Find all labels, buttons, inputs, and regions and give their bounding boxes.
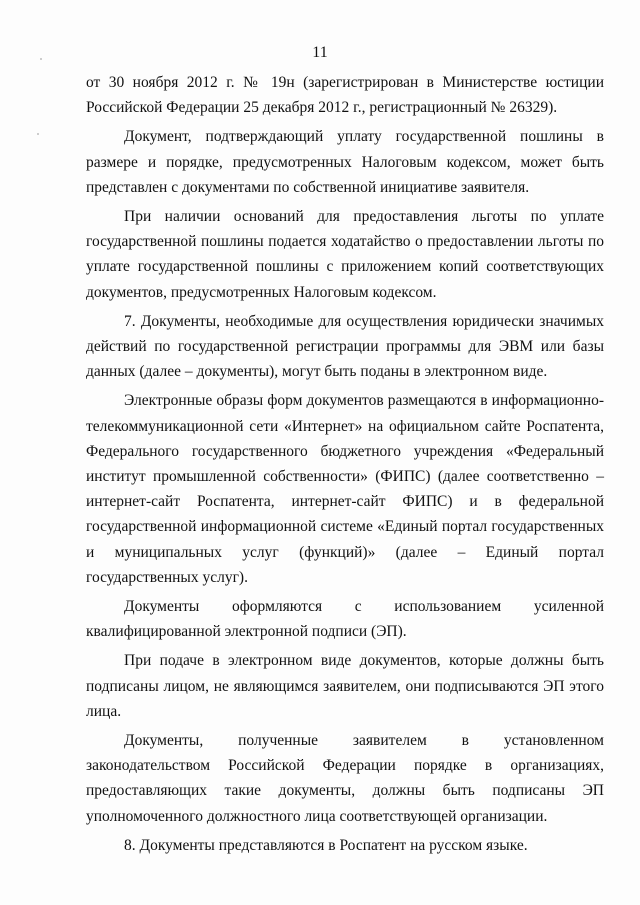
- paragraph-organization-documents: Документы, полученные заявителем в установленном законодательством Российской Федерации порядке в организациях, предоставляющих такие документы, должны быть подписаны ЭП уполномоченного должностного лица соответствующей организации.: [86, 732, 604, 825]
- paragraph-state-fee-document: Документ, подтверждающий уплату государственной пошлины в размере и порядке, предусмотренных Налоговым кодексом, может быть представлен с документами по собственной инициативе заявителя.: [86, 128, 604, 196]
- paragraph-electronic-forms-placement: Электронные образы форм документов размещаются в информационно-телекоммуникационной сети «Интернет» на официальном сайте Роспатента, Федерального государственного бюджетного учреждения «Федеральный институт промышленной собственности» (ФИПС) (далее соответственно – интернет-сайт Роспатента, интернет-сайт ФИПС) и в федеральной государственной информационной системе «Единый портал государственных и муниципальных услуг (функций)» (далее – Единый портал государственных услуг).: [86, 392, 604, 586]
- paragraph-item-8-russian-language: 8. Документы представляются в Роспатент на русском языке.: [124, 836, 528, 854]
- document-body: [86, 70, 604, 858]
- scan-artifact-mark: [37, 133, 39, 135]
- paragraph-third-party-signature: При подаче в электронном виде документов, которые должны быть подписаны лицом, не являющимся заявителем, они подписываются ЭП этого лица.: [86, 652, 604, 720]
- paragraph-qualified-signature: Документы оформляются с использованием усиленной квалифицированной электронной подписи (ЭП).: [86, 598, 604, 641]
- paragraph-order-continuation: от 30 ноября 2012 г. № 19н (зарегистрирован в Министерстве юстиции Российской Федерации 25 декабря 2012 г., регистрационный № 26329).: [86, 74, 604, 117]
- paragraph-fee-benefit-petition: При наличии оснований для предоставления льготы по уплате государственной пошлины подается ходатайство о предоставлении льготы по уплате государственной пошлины с приложением копий соответствующих документов, предусмотренных Налоговым кодексом.: [86, 208, 604, 301]
- paragraph-item-7-electronic-submission: 7. Документы, необходимые для осуществления юридически значимых действий по государственной регистрации программы для ЭВМ или базы данных (далее – документы), могут быть поданы в электронном виде.: [86, 312, 604, 381]
- page-number: 11: [312, 44, 328, 61]
